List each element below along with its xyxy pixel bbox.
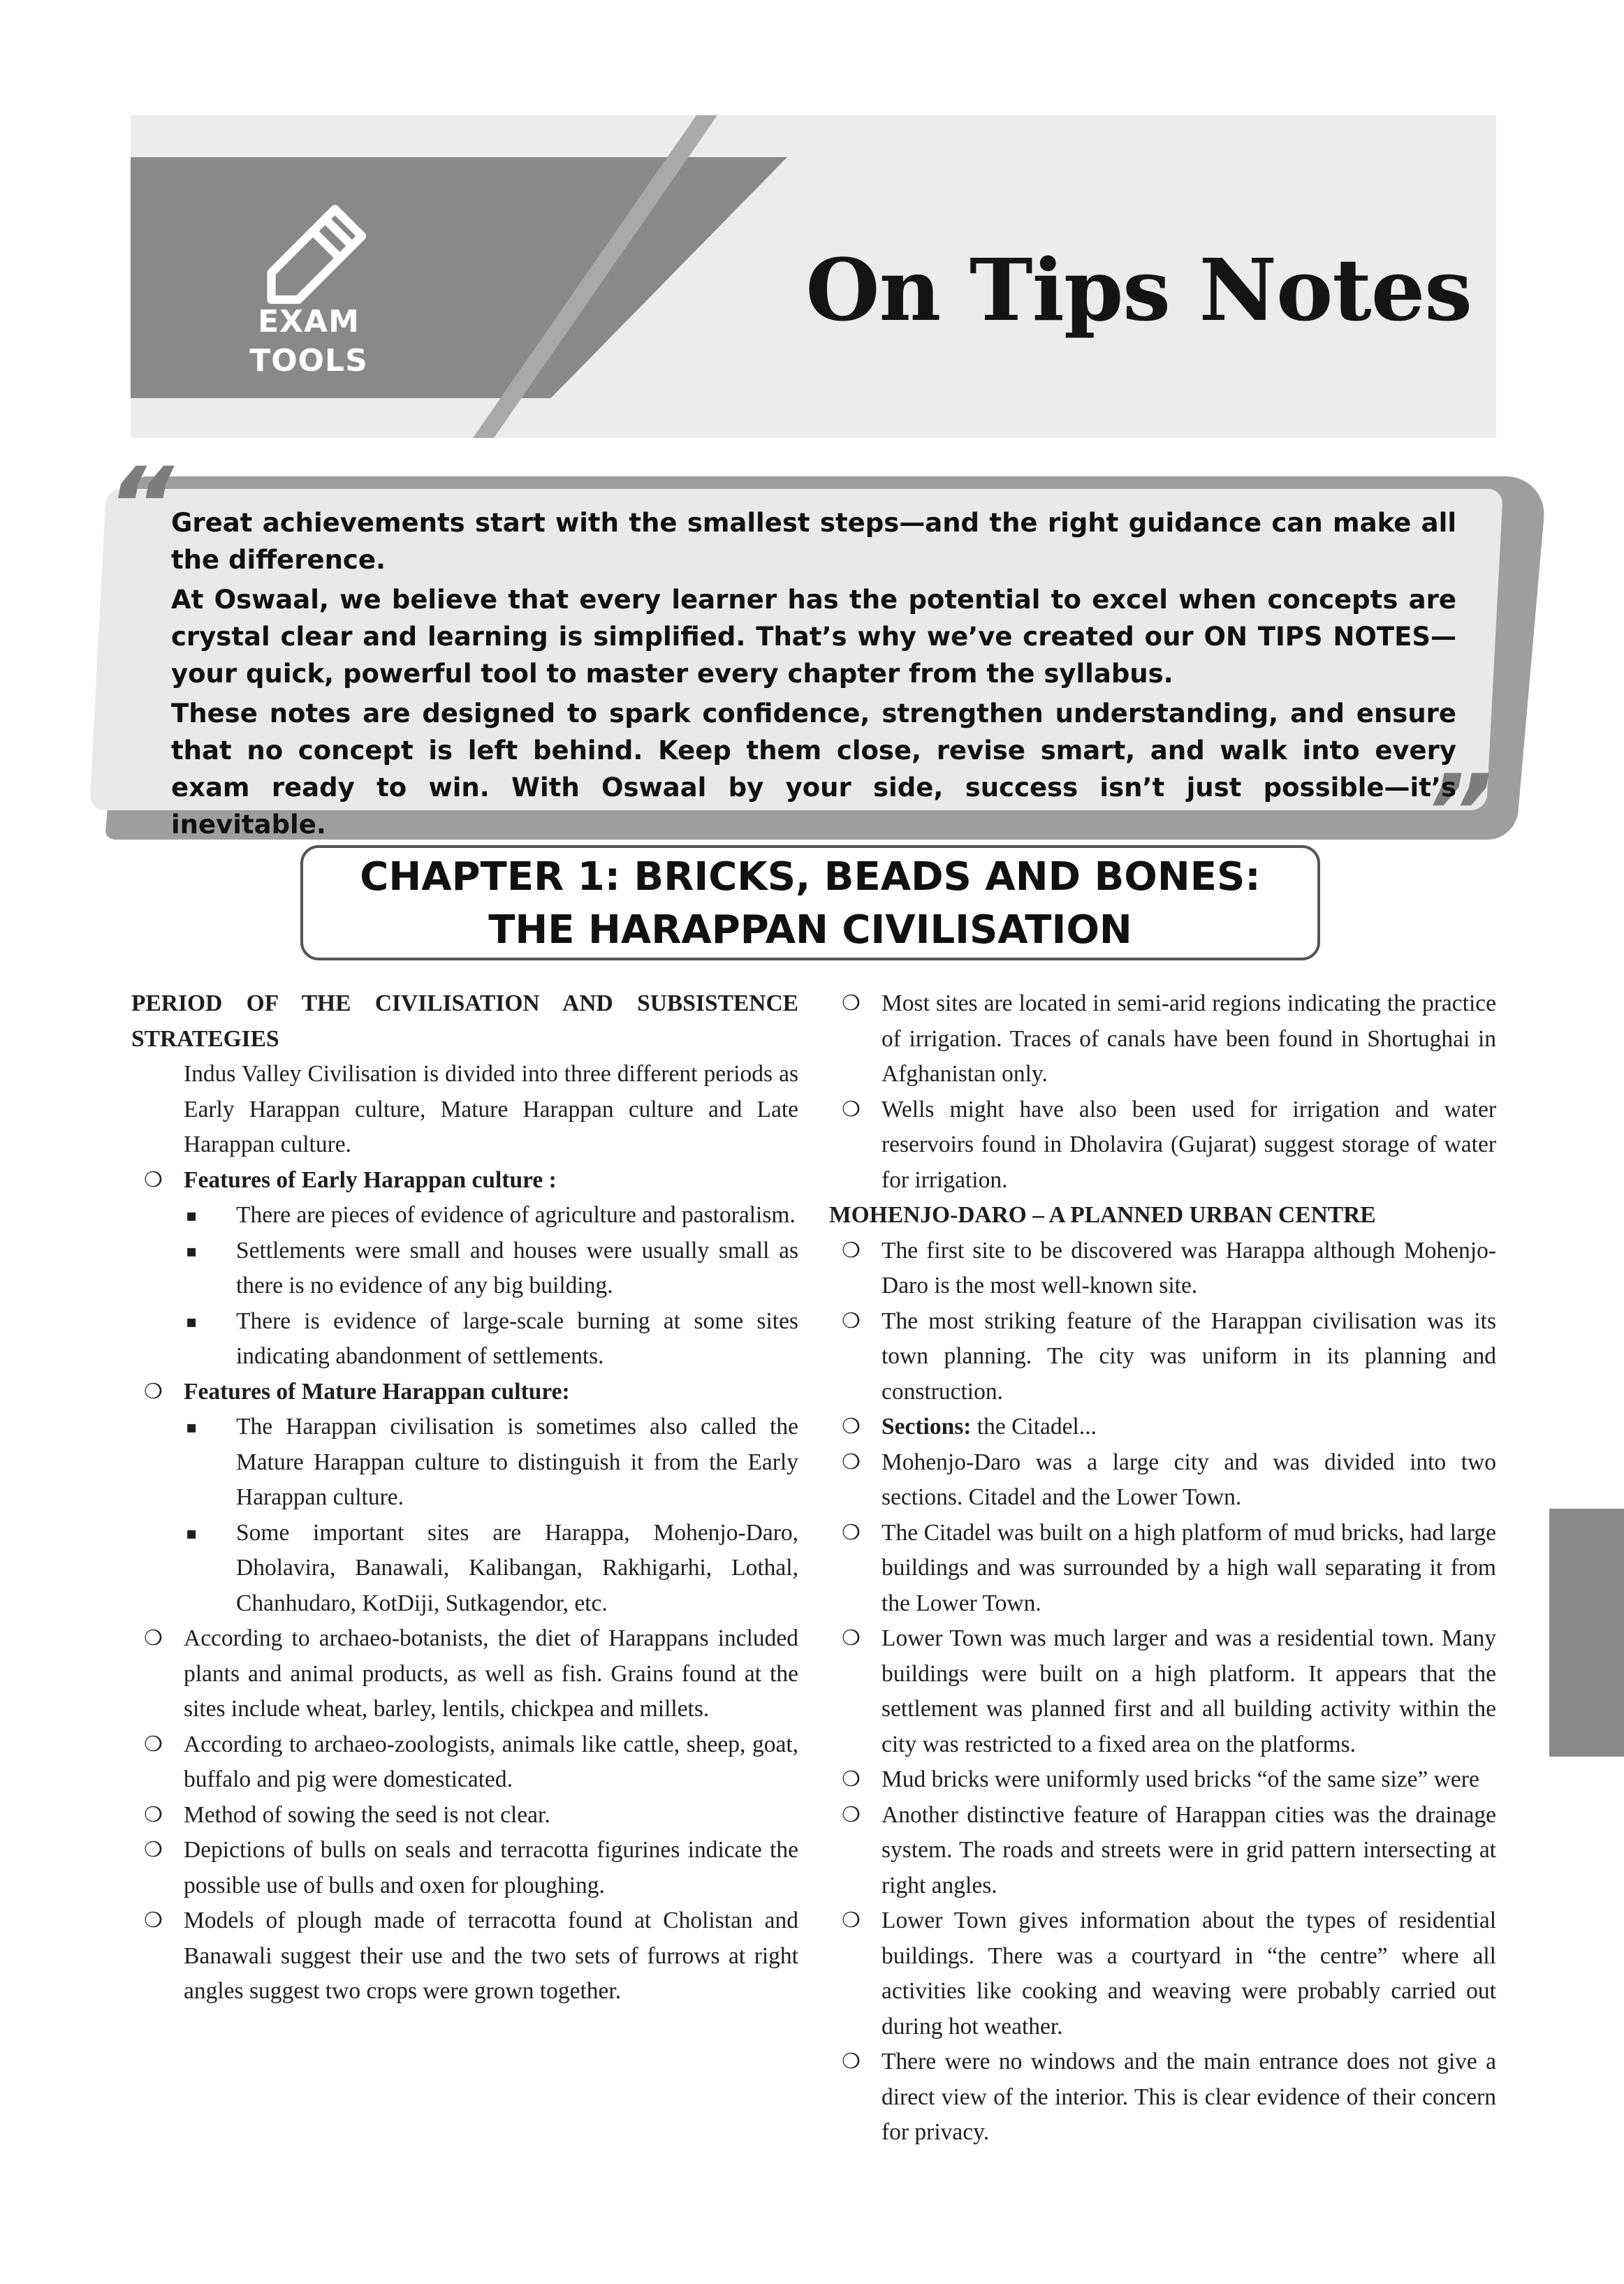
square-bullet-icon: ▪ (186, 1311, 198, 1331)
list-item (829, 1410, 1496, 1445)
exam-tools-badge (235, 302, 382, 381)
circle-bullet-icon: ❍ (144, 1908, 163, 1933)
list-item: ❍ Lower Town was much larger and was a residential town. Many buildings were built on a high platform. It appears that the settlement was planned first and all building activity within the city was restricted to a fixed area on the platforms. (829, 1621, 1496, 1762)
circle-bullet-icon: ❍ (842, 1308, 861, 1333)
list-item: ▪ Some important sites are Harappa, Mohenjo-Daro, Dholavira, Banawali, Kalibangan, Rakhigarhi, Lothal, Chanhudaro, KotDiji, Sutkagendor, etc. (131, 1516, 798, 1622)
circle-bullet-icon: ❍ (842, 991, 861, 1016)
chapter-title-line-2: THE HARAPPAN CIVILISATION (488, 907, 1132, 953)
list-item: ❍ Another distinctive feature of Harappan cities was the drainage system. The roads and streets were in grid pattern intersecting at right angles. (829, 1798, 1496, 1904)
list-item: ❍ Most sites are located in semi-arid regions indicating the practice of irrigation. Traces of canals have been found in Shortughai in Afghanistan only. (829, 986, 1496, 1092)
badge-line-2: TOOLS (249, 343, 368, 379)
circle-bullet-icon: ❍ (842, 1520, 861, 1545)
list-item: ❍ According to archaeo-botanists, the diet of Harappans included plants and animal products, as well as fish. Grains found at the sites include wheat, barley, lentils, chickpea and millets. (131, 1621, 798, 1727)
circle-bullet-icon: ❍ (842, 1908, 861, 1933)
sections-label: Sections: (882, 1414, 972, 1440)
square-bullet-icon: ▪ (186, 1523, 198, 1543)
circle-bullet-icon: ❍ (144, 1379, 163, 1404)
circle-bullet-icon: ❍ (842, 1449, 861, 1474)
list-item: ❍ According to archaeo-zoologists, animals like cattle, sheep, goat, buffalo and pig were domesticated. (131, 1727, 798, 1798)
circle-bullet-icon: ❍ (144, 1802, 163, 1827)
left-column (131, 986, 798, 2010)
list-item: ❍ Mohenjo-Daro was a large city and was divided into two sections. Citadel and the Lower Town. (829, 1445, 1496, 1516)
section-heading-mohenjo-daro: MOHENJO-DARO – A PLANNED URBAN CENTRE (829, 1202, 1376, 1228)
period-intro: Indus Valley Civilisation is divided into three different periods as Early Harappan culture, Mature Harappan culture and Late Harappan culture. (184, 1061, 798, 1157)
mature-harappan-title: Features of Mature Harappan culture: (184, 1378, 570, 1405)
square-bullet-icon: ▪ (186, 1206, 198, 1225)
right-column (829, 986, 1496, 2151)
early-harappan-title: Features of Early Harappan culture : (184, 1166, 557, 1193)
intro-text (171, 504, 1456, 846)
list-item: ❍ Depictions of bulls on seals and terracotta figurines indicate the possible use of bulls and oxen for ploughing. (131, 1833, 798, 1903)
list-item: ▪ Settlements were small and houses were usually small as there is no evidence of any big building. (131, 1233, 798, 1304)
list-item: ▪ The Harappan civilisation is sometimes also called the Mature Harappan culture to distinguish it from the Early Harappan culture. (131, 1410, 798, 1516)
chapter-title-line-1: CHAPTER 1: BRICKS, BEADS AND BONES: (360, 854, 1261, 900)
list-item (131, 1163, 798, 1199)
circle-bullet-icon: ❍ (842, 1626, 861, 1650)
sections-text: the Citadel... (971, 1414, 1097, 1440)
list-item (131, 1375, 798, 1410)
pencil-icon (249, 192, 372, 314)
list-item: ▪ There are pieces of evidence of agriculture and pastoralism. (131, 1198, 798, 1233)
circle-bullet-icon: ❍ (842, 1097, 861, 1122)
intro-paragraph-1: Great achievements start with the smallest steps—and the right guidance can make all the difference. (171, 508, 1456, 575)
circle-bullet-icon: ❍ (144, 1838, 163, 1862)
square-bullet-icon: ▪ (186, 1240, 198, 1261)
list-item: ❍ Wells might have also been used for irrigation and water reservoirs found in Dholavira (Gujarat) suggest storage of water for irrigation. (829, 1092, 1496, 1199)
list-item: ❍ Lower Town gives information about the types of residential buildings. There was a courtyard in “the centre” where all activities like cooking and weaving were probably carried out during hot weather. (829, 1903, 1496, 2044)
circle-bullet-icon: ❍ (842, 1238, 861, 1263)
circle-bullet-icon: ❍ (842, 1767, 861, 1792)
badge-line-1: EXAM (258, 304, 360, 339)
circle-bullet-icon: ❍ (842, 1802, 861, 1827)
section-heading-period: PERIOD OF THE CIVILISATION AND SUBSISTENCE STRATEGIES (131, 990, 798, 1052)
left-list (131, 1163, 798, 2010)
quote-close-icon: ” (1425, 753, 1493, 874)
quote-open-icon: “ (106, 446, 174, 567)
list-item: ❍ The most striking feature of the Harappan civilisation was its town planning. The city was uniform in its planning and construction. (829, 1304, 1496, 1410)
side-thumb-tab (1549, 1509, 1624, 1757)
circle-bullet-icon: ❍ (842, 2049, 861, 2074)
list-item: ❍ Models of plough made of terracotta found at Cholistan and Banawali suggest their use and the two sets of furrows at right angles suggest two crops were grown together. (131, 1903, 798, 2010)
circle-bullet-icon: ❍ (144, 1732, 163, 1757)
list-item: ❍ Method of sowing the seed is not clear. (131, 1798, 798, 1833)
page-title: On Tips Notes (805, 240, 1472, 340)
list-item: ❍ The first site to be discovered was Harappa although Mohenjo-Daro is the most well-known site. (829, 1233, 1496, 1304)
circle-bullet-icon: ❍ (842, 1414, 861, 1439)
intro-paragraph-3: These notes are designed to spark confidence, strengthen understanding, and ensure that no concept is left behind. Keep them close, revise smart, and walk into every exam ready to win. With Oswaal by your side, success isn’t just possible—it’s inevitable. (171, 698, 1456, 840)
intro-paragraph-2: At Oswaal, we believe that every learner has the potential to excel when concepts are crystal clear and learning is simplified. That’s why we’ve created our ON TIPS NOTES—your quick, powerful tool to master every chapter from the syllabus. (171, 585, 1456, 689)
square-bullet-icon: ▪ (186, 1417, 198, 1437)
banner-dark-panel (131, 157, 787, 398)
list-item: ❍ There were no windows and the main entrance does not give a direct view of the interior. This is clear evidence of their concern for privacy. (829, 2044, 1496, 2151)
right-list-b (829, 1233, 1496, 2151)
right-list-a (829, 986, 1496, 1198)
list-item: ❍ The Citadel was built on a high platform of mud bricks, had large buildings and was surrounded by a high wall separating it from the Lower Town. (829, 1516, 1496, 1622)
circle-bullet-icon: ❍ (144, 1167, 163, 1192)
chapter-title-box (300, 845, 1320, 960)
list-item: ▪ There is evidence of large-scale burning at some sites indicating abandonment of settlements. (131, 1304, 798, 1375)
circle-bullet-icon: ❍ (144, 1626, 163, 1650)
header-banner (131, 115, 1496, 438)
list-item: ❍ Mud bricks were uniformly used bricks “of the same size” were (829, 1762, 1496, 1798)
